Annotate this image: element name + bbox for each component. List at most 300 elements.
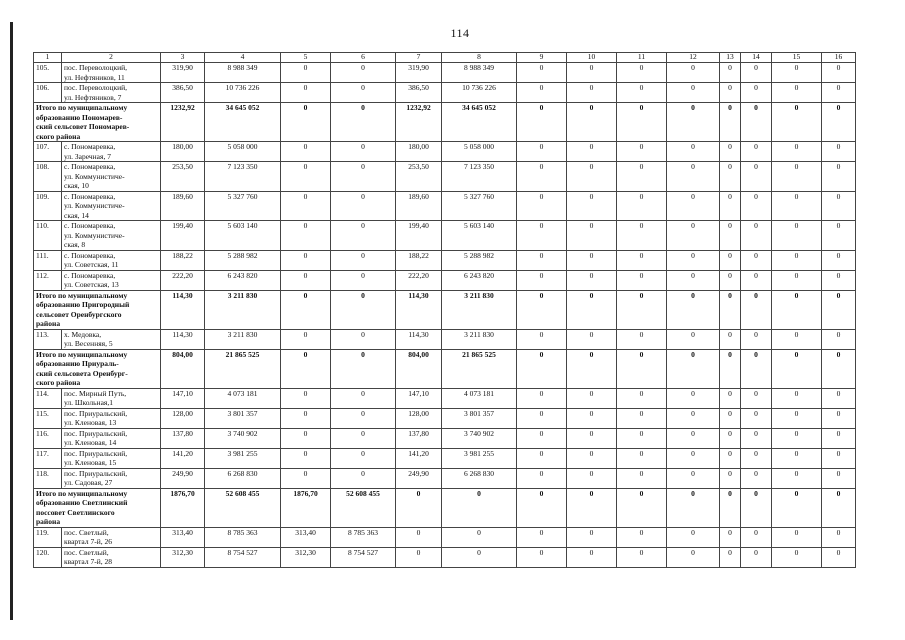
value-cell: 0 [567,191,617,221]
value-cell: 0 [822,290,856,329]
value-cell: 312,30 [281,547,331,567]
value-cell: 0 [617,250,667,270]
address-cell: с. Пономаревка, ул. Советская, 13 [62,270,161,290]
table-row [34,162,856,192]
value-cell: 0 [396,488,442,527]
value-cell: 114,30 [161,329,205,349]
value-cell: 0 [720,221,741,251]
table-row [34,250,856,270]
value-cell: 0 [741,349,772,388]
value-cell: 0 [281,270,331,290]
value-cell: 6 268 830 [442,468,517,488]
value-cell: 0 [331,428,396,448]
value-cell: 0 [331,63,396,83]
value-cell: 0 [741,63,772,83]
address-cell: с. Пономаревка, ул. Коммунистиче- ская, 8 [62,221,161,251]
value-cell: 0 [741,488,772,527]
value-cell: 0 [617,408,667,428]
value-cell: 0 [772,290,822,329]
value-cell: 4 073 181 [442,388,517,408]
address-cell: с. Пономаревка, ул. Заречная, 7 [62,142,161,162]
value-cell: 0 [772,488,822,527]
value-cell: 52 608 455 [205,488,281,527]
value-cell: 7 123 350 [205,162,281,192]
value-cell: 0 [517,428,567,448]
value-cell: 0 [822,527,856,547]
row-number: 105. [34,63,62,83]
value-cell: 3 981 255 [205,448,281,468]
value-cell: 0 [741,103,772,142]
value-cell: 0 [772,221,822,251]
value-cell: 0 [720,142,741,162]
address-cell: с. Пономаревка, ул. Коммунистиче- ская, 14 [62,191,161,221]
subtotal-row [34,103,856,142]
column-number-cell: 12 [667,53,720,63]
value-cell: 5 288 982 [442,250,517,270]
value-cell: 0 [617,270,667,290]
value-cell: 8 988 349 [442,63,517,83]
table-row [34,83,856,103]
value-cell: 0 [396,547,442,567]
address-cell: х. Медовка, ул. Весенняя, 5 [62,329,161,349]
value-cell: 0 [517,488,567,527]
value-cell: 0 [331,290,396,329]
value-cell: 10 736 226 [442,83,517,103]
value-cell: 7 123 350 [442,162,517,192]
value-cell: 222,20 [161,270,205,290]
value-cell: 0 [617,83,667,103]
value-cell: 3 801 357 [442,408,517,428]
value-cell: 189,60 [161,191,205,221]
table-row [34,191,856,221]
value-cell: 0 [281,162,331,192]
value-cell: 319,90 [396,63,442,83]
value-cell: 0 [331,221,396,251]
row-number: 110. [34,221,62,251]
value-cell: 0 [567,63,617,83]
column-number-cell: 8 [442,53,517,63]
value-cell: 0 [822,388,856,408]
value-cell: 0 [741,428,772,448]
column-number-cell: 2 [62,53,161,63]
value-cell: 0 [567,250,617,270]
value-cell: 0 [772,527,822,547]
value-cell: 0 [772,162,822,192]
value-cell: 52 608 455 [331,488,396,527]
value-cell: 0 [772,448,822,468]
value-cell: 0 [331,162,396,192]
value-cell: 0 [567,349,617,388]
value-cell: 180,00 [161,142,205,162]
value-cell: 0 [517,191,567,221]
value-cell: 0 [517,388,567,408]
subtotal-row [34,349,856,388]
column-number-cell: 1 [34,53,62,63]
value-cell: 189,60 [396,191,442,221]
value-cell: 0 [741,290,772,329]
address-cell: пос. Приуральский, ул. Кленовая, 15 [62,448,161,468]
value-cell: 0 [281,468,331,488]
value-cell: 0 [667,408,720,428]
table-row [34,448,856,468]
value-cell: 0 [281,63,331,83]
value-cell: 0 [741,547,772,567]
value-cell: 386,50 [396,83,442,103]
value-cell: 0 [567,428,617,448]
column-number-cell: 14 [741,53,772,63]
value-cell: 0 [720,103,741,142]
table-row [34,221,856,251]
value-cell: 0 [822,428,856,448]
value-cell: 3 740 902 [205,428,281,448]
value-cell: 253,50 [396,162,442,192]
value-cell: 6 243 820 [205,270,281,290]
row-number: 111. [34,250,62,270]
value-cell: 0 [617,468,667,488]
value-cell: 137,80 [396,428,442,448]
page-number: 114 [450,26,470,40]
column-number-cell: 16 [822,53,856,63]
row-number: 106. [34,83,62,103]
value-cell: 0 [617,142,667,162]
value-cell: 0 [517,221,567,251]
value-cell: 6 268 830 [205,468,281,488]
value-cell: 6 243 820 [442,270,517,290]
value-cell: 0 [331,329,396,349]
value-cell: 0 [667,142,720,162]
value-cell: 137,80 [161,428,205,448]
value-cell: 0 [517,250,567,270]
table-row [34,468,856,488]
value-cell: 249,90 [396,468,442,488]
value-cell: 141,20 [161,448,205,468]
address-cell: с. Пономаревка, ул. Коммунистиче- ская, 10 [62,162,161,192]
value-cell: 1232,92 [161,103,205,142]
value-cell: 0 [617,191,667,221]
value-cell: 0 [617,547,667,567]
value-cell: 0 [396,527,442,547]
value-cell: 0 [741,408,772,428]
value-cell: 0 [667,448,720,468]
value-cell: 313,40 [281,527,331,547]
value-cell: 3 211 830 [205,329,281,349]
value-cell: 0 [822,329,856,349]
value-cell: 0 [517,103,567,142]
value-cell: 0 [822,142,856,162]
value-cell: 199,40 [161,221,205,251]
table-row [34,329,856,349]
value-cell: 0 [667,191,720,221]
value-cell: 0 [720,547,741,567]
value-cell: 199,40 [396,221,442,251]
value-cell: 0 [822,221,856,251]
value-cell: 34 645 052 [205,103,281,142]
value-cell: 0 [281,191,331,221]
value-cell: 0 [442,547,517,567]
address-cell: пос. Переволоцкий, ул. Нефтяников, 7 [62,83,161,103]
value-cell: 128,00 [161,408,205,428]
value-cell: 34 645 052 [442,103,517,142]
value-cell: 222,20 [396,270,442,290]
value-cell: 0 [741,250,772,270]
subtotal-label: Итого по муниципальному образованию Светлинский поссовет Светлинского района [34,488,161,527]
table-row [34,63,856,83]
value-cell: 253,50 [161,162,205,192]
table-row [34,408,856,428]
value-cell: 319,90 [161,63,205,83]
value-cell: 0 [667,329,720,349]
value-cell: 0 [517,408,567,428]
value-cell: 0 [667,349,720,388]
column-number-cell: 10 [567,53,617,63]
value-cell: 0 [741,221,772,251]
value-cell: 147,10 [161,388,205,408]
value-cell: 3 211 830 [442,290,517,329]
value-cell: 0 [331,103,396,142]
value-cell: 0 [822,448,856,468]
value-cell: 0 [720,388,741,408]
row-number: 119. [34,527,62,547]
value-cell: 0 [822,162,856,192]
value-cell: 0 [741,448,772,468]
column-number-cell: 9 [517,53,567,63]
value-cell: 0 [772,250,822,270]
table-row [34,270,856,290]
row-number: 112. [34,270,62,290]
value-cell: 0 [567,83,617,103]
value-cell: 0 [741,329,772,349]
value-cell: 0 [772,547,822,567]
value-cell: 386,50 [161,83,205,103]
value-cell: 0 [741,468,772,488]
value-cell: 5 603 140 [442,221,517,251]
value-cell: 0 [517,547,567,567]
value-cell: 147,10 [396,388,442,408]
value-cell: 4 073 181 [205,388,281,408]
value-cell: 0 [517,142,567,162]
value-cell: 0 [741,388,772,408]
value-cell: 0 [822,468,856,488]
column-number-cell: 15 [772,53,822,63]
value-cell: 0 [720,191,741,221]
row-number: 120. [34,547,62,567]
value-cell: 0 [281,349,331,388]
value-cell: 0 [772,428,822,448]
value-cell: 3 740 902 [442,428,517,448]
value-cell: 0 [331,468,396,488]
value-cell: 0 [741,270,772,290]
value-cell: 1876,70 [281,488,331,527]
value-cell: 188,22 [396,250,442,270]
value-cell: 0 [772,270,822,290]
row-number: 109. [34,191,62,221]
address-cell: пос. Приуральский, ул. Кленовая, 14 [62,428,161,448]
value-cell: 0 [720,349,741,388]
subtotal-label: Итого по муниципальному образованию Приураль- ский сельсовета Оренбург- ского района [34,349,161,388]
value-cell: 0 [772,191,822,221]
value-cell: 0 [617,221,667,251]
value-cell: 0 [741,191,772,221]
value-cell: 0 [517,83,567,103]
value-cell: 0 [720,162,741,192]
value-cell: 0 [772,83,822,103]
value-cell: 0 [617,488,667,527]
value-cell: 8 754 527 [331,547,396,567]
value-cell: 0 [667,250,720,270]
value-cell: 0 [720,250,741,270]
value-cell: 0 [567,103,617,142]
value-cell: 0 [517,162,567,192]
value-cell: 3 211 830 [442,329,517,349]
value-cell: 0 [822,270,856,290]
address-cell: пос. Светлый, квартал 7-й, 26 [62,527,161,547]
value-cell: 0 [772,468,822,488]
value-cell: 0 [772,349,822,388]
value-cell: 0 [617,290,667,329]
address-cell: пос. Светлый, квартал 7-й, 28 [62,547,161,567]
row-number: 114. [34,388,62,408]
data-table [33,52,856,568]
value-cell: 0 [617,329,667,349]
value-cell: 5 058 000 [442,142,517,162]
value-cell: 0 [617,388,667,408]
value-cell: 0 [720,63,741,83]
value-cell: 114,30 [161,290,205,329]
table-row [34,428,856,448]
column-number-cell: 11 [617,53,667,63]
value-cell: 0 [331,83,396,103]
address-cell: пос. Переволоцкий, ул. Нефтяников, 11 [62,63,161,83]
value-cell: 0 [567,388,617,408]
value-cell: 180,00 [396,142,442,162]
value-cell: 114,30 [396,329,442,349]
value-cell: 8 785 363 [205,527,281,547]
value-cell: 0 [772,103,822,142]
binding-rule [10,22,13,620]
value-cell: 0 [720,468,741,488]
value-cell: 0 [822,488,856,527]
value-cell: 0 [281,83,331,103]
value-cell: 0 [281,103,331,142]
value-cell: 21 865 525 [205,349,281,388]
value-cell: 5 327 760 [205,191,281,221]
value-cell: 0 [822,547,856,567]
value-cell: 0 [517,290,567,329]
table-row [34,547,856,567]
value-cell: 0 [822,408,856,428]
value-cell: 0 [667,63,720,83]
value-cell: 0 [822,250,856,270]
value-cell: 0 [567,142,617,162]
row-number: 117. [34,448,62,468]
value-cell: 0 [720,448,741,468]
column-number-cell: 6 [331,53,396,63]
value-cell: 0 [617,103,667,142]
value-cell: 114,30 [396,290,442,329]
value-cell: 0 [517,270,567,290]
row-number: 107. [34,142,62,162]
column-number-cell: 3 [161,53,205,63]
value-cell: 188,22 [161,250,205,270]
value-cell: 0 [281,408,331,428]
value-cell: 0 [617,162,667,192]
value-cell: 0 [331,388,396,408]
value-cell: 0 [567,270,617,290]
value-cell: 0 [567,329,617,349]
value-cell: 0 [517,468,567,488]
value-cell: 313,40 [161,527,205,547]
value-cell: 3 981 255 [442,448,517,468]
value-cell: 0 [741,83,772,103]
row-number: 115. [34,408,62,428]
value-cell: 0 [331,408,396,428]
value-cell: 0 [281,448,331,468]
value-cell: 0 [772,388,822,408]
value-cell: 0 [281,428,331,448]
value-cell: 0 [331,250,396,270]
value-cell: 0 [772,329,822,349]
subtotal-row [34,488,856,527]
value-cell: 0 [772,408,822,428]
row-number: 116. [34,428,62,448]
value-cell: 21 865 525 [442,349,517,388]
value-cell: 0 [667,468,720,488]
value-cell: 8 988 349 [205,63,281,83]
value-cell: 0 [331,270,396,290]
value-cell: 0 [567,290,617,329]
value-cell: 0 [617,448,667,468]
subtotal-row [34,290,856,329]
value-cell: 0 [567,448,617,468]
value-cell: 0 [517,349,567,388]
value-cell: 0 [667,103,720,142]
row-number: 113. [34,329,62,349]
value-cell: 0 [667,527,720,547]
value-cell: 141,20 [396,448,442,468]
column-number-cell: 13 [720,53,741,63]
value-cell: 0 [331,191,396,221]
value-cell: 0 [720,428,741,448]
value-cell: 5 603 140 [205,221,281,251]
value-cell: 0 [617,63,667,83]
value-cell: 0 [442,488,517,527]
value-cell: 0 [442,527,517,547]
value-cell: 0 [822,191,856,221]
value-cell: 249,90 [161,468,205,488]
value-cell: 804,00 [396,349,442,388]
value-cell: 1232,92 [396,103,442,142]
value-cell: 0 [667,83,720,103]
value-cell: 312,30 [161,547,205,567]
value-cell: 5 288 982 [205,250,281,270]
value-cell: 0 [281,290,331,329]
value-cell: 0 [720,527,741,547]
value-cell: 0 [281,221,331,251]
value-cell: 0 [567,488,617,527]
row-number: 118. [34,468,62,488]
value-cell: 0 [667,270,720,290]
address-cell: пос. Приуральский, ул. Садовая, 27 [62,468,161,488]
value-cell: 0 [720,488,741,527]
value-cell: 0 [720,83,741,103]
table-header-row [34,53,856,63]
value-cell: 0 [331,448,396,468]
value-cell: 0 [667,488,720,527]
address-cell: с. Пономаревка, ул. Советская, 11 [62,250,161,270]
value-cell: 0 [772,142,822,162]
value-cell: 5 327 760 [442,191,517,221]
value-cell: 0 [667,221,720,251]
